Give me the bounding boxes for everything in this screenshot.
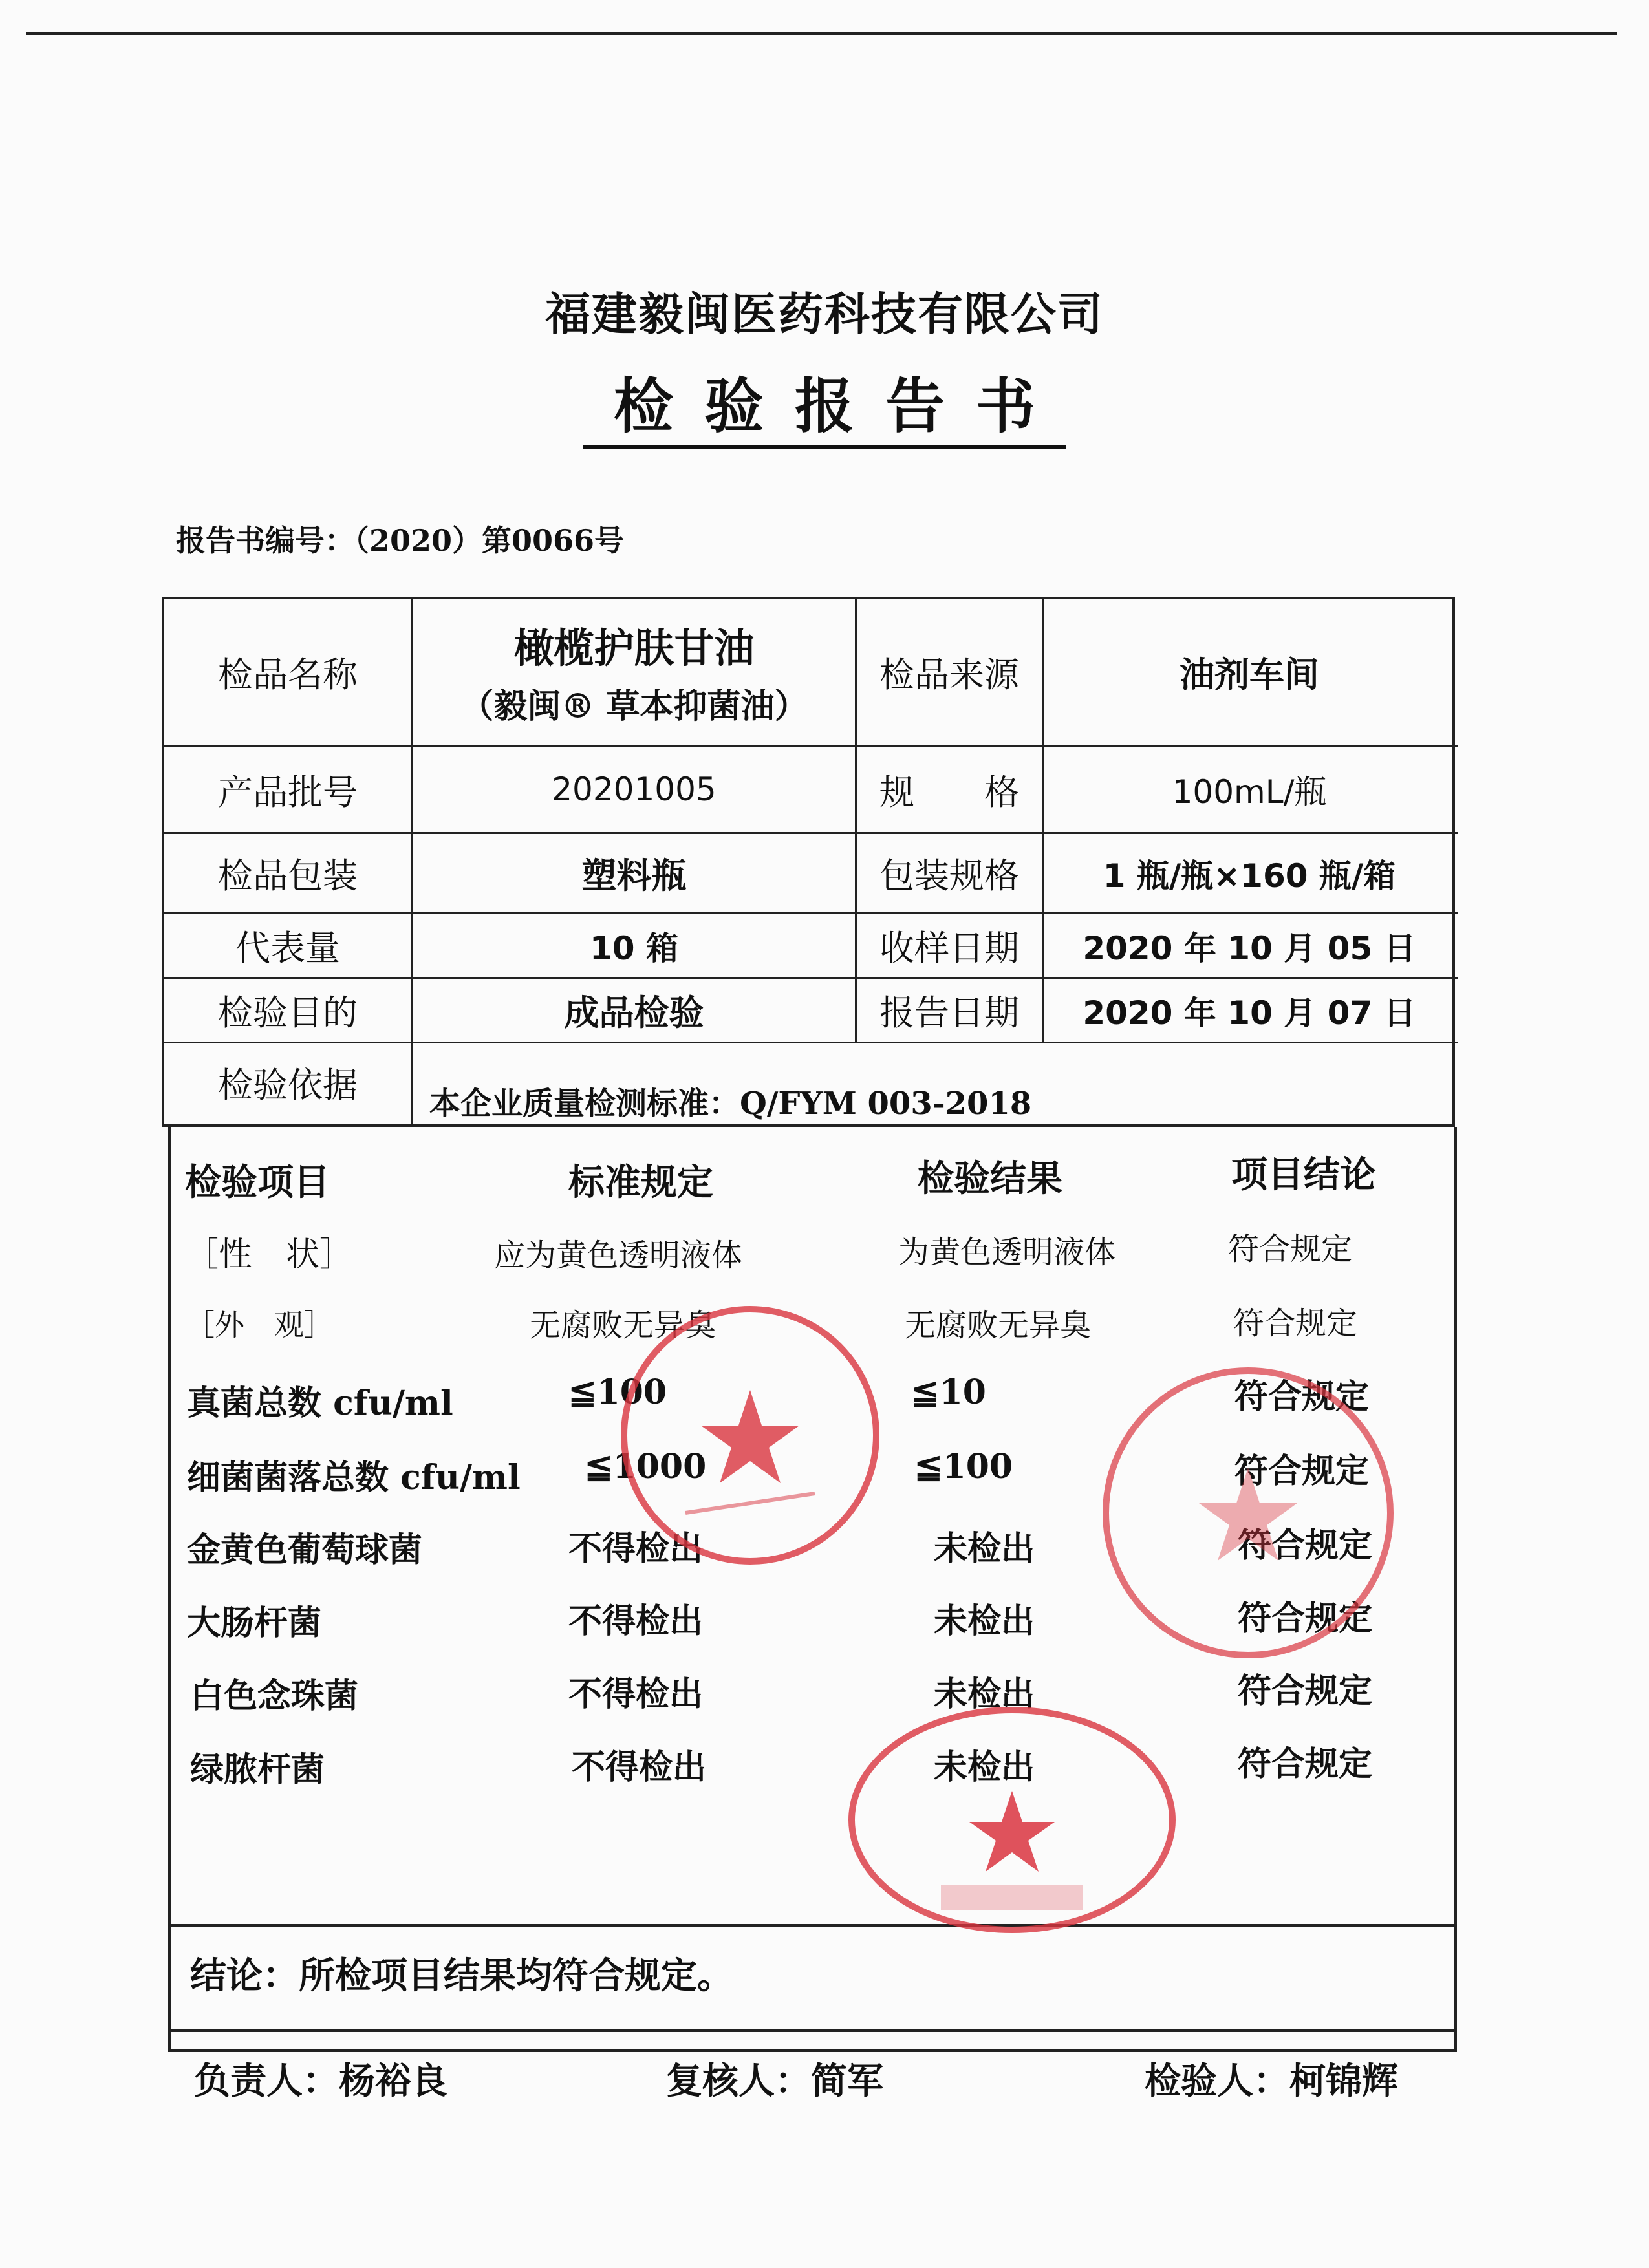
purpose-label: 检验目的 [218, 992, 358, 1033]
signature-responsible: 负责人：杨裕良 [194, 2060, 447, 2102]
recv-value: 2020 年 10 月 05 日 [1083, 929, 1416, 967]
test-result: ≦100 [914, 1447, 1013, 1486]
info-table [162, 597, 1455, 1127]
test-conclusion: 符合规定 [1234, 1451, 1370, 1491]
company-name: 福建毅闽医药科技有限公司 [545, 288, 1104, 341]
test-item: 大肠杆菌 [187, 1603, 322, 1643]
test-standard: 无腐败无异臭 [530, 1307, 717, 1343]
spec-label: 规 格 [879, 771, 1019, 813]
pack-label: 检品包装 [218, 855, 358, 896]
header-result: 检验结果 [918, 1157, 1062, 1200]
test-conclusion: 符合规定 [1234, 1377, 1370, 1417]
qty-label: 代表量 [235, 928, 340, 968]
conclusion-box [168, 1924, 1457, 2052]
report-date-label: 报告日期 [879, 992, 1019, 1033]
test-item: ［性 状］ [185, 1236, 354, 1274]
basis-label: 检验依据 [218, 1064, 358, 1106]
test-conclusion: 符合规定 [1238, 1599, 1373, 1638]
test-item: 白色念珠菌 [190, 1676, 359, 1716]
test-item: ［外 观］ [185, 1307, 334, 1342]
header-conclusion: 项目结论 [1231, 1153, 1376, 1196]
top-border-line [26, 32, 1617, 35]
spec-value: 100mL/瓶 [1172, 773, 1327, 811]
test-conclusion: 符合规定 [1228, 1231, 1353, 1267]
signature-reviewer: 复核人：简军 [666, 2060, 883, 2102]
test-standard: 不得检出 [568, 1674, 704, 1714]
report-number: 报告书编号：（2020）第0066号 [176, 523, 625, 558]
purpose-value: 成品检验 [564, 992, 704, 1033]
document-title [0, 359, 1649, 444]
test-result: 未检出 [934, 1529, 1035, 1568]
header-item: 检验项目 [185, 1161, 330, 1204]
source-value: 油剂车间 [1180, 654, 1319, 695]
test-item: 绿脓杆菌 [190, 1750, 325, 1790]
test-result: 未检出 [934, 1674, 1035, 1714]
test-standard: ≦100 [568, 1373, 667, 1412]
quality-inspection-seal [844, 1700, 1180, 1946]
test-standard: 不得检出 [568, 1529, 704, 1568]
trading-company-seal [1093, 1358, 1403, 1668]
qty-value: 10 箱 [590, 929, 678, 967]
recv-label: 收样日期 [879, 928, 1019, 968]
test-result: 无腐败无异臭 [905, 1307, 1092, 1343]
packspec-label: 包装规格 [879, 855, 1019, 896]
header-standard: 标准规定 [568, 1161, 713, 1204]
test-conclusion: 符合规定 [1233, 1305, 1358, 1342]
test-standard: 不得检出 [568, 1601, 704, 1641]
batch-value: 20201005 [552, 771, 717, 808]
report-date-value: 2020 年 10 月 07 日 [1083, 994, 1416, 1032]
test-item: 金黄色葡萄球菌 [187, 1530, 423, 1570]
test-conclusion: 符合规定 [1238, 1526, 1373, 1565]
quality-dept-seal [614, 1300, 886, 1571]
conclusion-text: 结论：所检项目结果均符合规定。 [190, 1954, 733, 1997]
packspec-value: 1 瓶/瓶×160 瓶/箱 [1103, 857, 1396, 895]
source-label: 检品来源 [879, 654, 1019, 695]
test-result: 为黄色透明液体 [898, 1234, 1116, 1270]
test-standard: 不得检出 [572, 1748, 707, 1787]
test-conclusion: 符合规定 [1238, 1744, 1373, 1784]
test-result: 未检出 [934, 1601, 1035, 1641]
document-title-text: 检验报告书 [583, 372, 1066, 449]
name-value: 橄榄护肤甘油 [513, 624, 755, 672]
test-result: 未检出 [934, 1748, 1035, 1787]
batch-label: 产品批号 [218, 771, 358, 813]
basis-value: 本企业质量检测标准：Q/FYM 003-2018 [429, 1085, 1032, 1122]
test-result: ≦10 [911, 1373, 986, 1412]
name-sub: （毅闽® 草本抑菌油） [460, 686, 808, 726]
test-standard: ≦1000 [585, 1447, 707, 1486]
name-label: 检品名称 [218, 654, 358, 695]
pack-value: 塑料瓶 [581, 855, 687, 896]
test-item: 细菌菌落总数 cfu/ml [187, 1458, 521, 1497]
test-standard: 应为黄色透明液体 [494, 1237, 743, 1274]
test-item: 真菌总数 cfu/ml [187, 1384, 453, 1423]
signature-inspector: 检验人：柯锦辉 [1145, 2060, 1398, 2102]
test-conclusion: 符合规定 [1238, 1671, 1373, 1711]
